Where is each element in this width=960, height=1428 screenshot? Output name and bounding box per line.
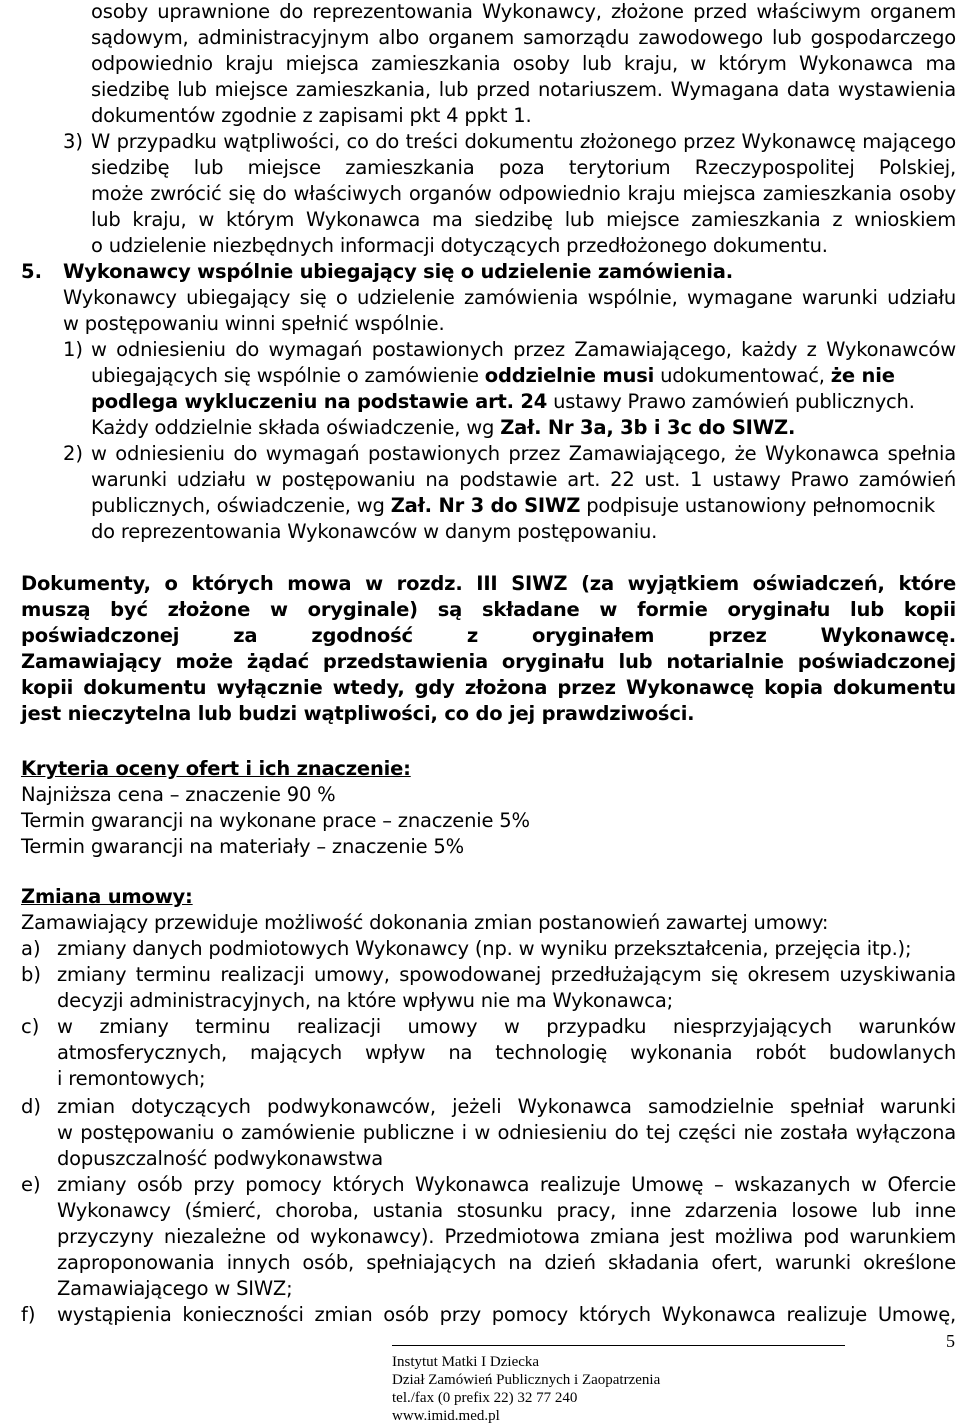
text-run: udokumentować, [654, 364, 831, 387]
list-number: 3) [63, 130, 84, 153]
list-label: c) [21, 1015, 40, 1038]
changes-intro: Zamawiający przewiduje możliwość dokonania zmian postanowień zawartej umowy: [21, 911, 829, 934]
list-item-line: Zamawiającego w SIWZ; [57, 1277, 293, 1300]
footer-line: Instytut Matki I Dziecka [392, 1354, 540, 1370]
section-number: 5. [21, 260, 42, 283]
list-item-line: dopuszczalność podwykonawstwa [57, 1147, 383, 1170]
paragraph-line: osoby uprawnione do reprezentowania Wykonawcy, złożone przed właściwym organem [91, 0, 956, 23]
paragraph-line: dokumentów zgodnie z zapisami pkt 4 ppkt 1. [91, 104, 532, 127]
list-item-line: w zmiany terminu realizacji umowy w przypadku niesprzyjających warunków [57, 1015, 956, 1038]
footer-line: Dział Zamówień Publicznych i Zaopatrzenia [392, 1372, 661, 1388]
paragraph-line [91, 389, 915, 415]
changes-heading: Zmiana umowy: [21, 885, 193, 908]
list-item-line: atmosferycznych, mających wpływ na technologię wykonania robót budowlanych [57, 1041, 956, 1064]
list-label: d) [21, 1095, 41, 1118]
paragraph-line: o udzielenie niezbędnych informacji dotyczących przedłożonego dokumentu. [91, 234, 828, 257]
list-item-line: zmian dotyczących podwykonawców, jeżeli Wykonawca samodzielnie spełniał warunki [57, 1095, 956, 1118]
paragraph-line: W przypadku wątpliwości, co do treści dokumentu złożonego przez Wykonawcę mającego [91, 130, 956, 153]
bold-run: podlega wykluczeniu na podstawie art. 24 [91, 390, 548, 413]
criteria-item: Termin gwarancji na materiały – znaczenie 5% [21, 835, 464, 858]
criteria-heading: Kryteria oceny ofert i ich znaczenie: [21, 757, 411, 780]
paragraph-line [91, 363, 895, 389]
list-item-line: przyczyny niezależne od wykonawcy). Przedmiotowa zmiana jest możliwa pod warunkiem [57, 1225, 956, 1248]
footer-line: www.imid.med.pl [392, 1408, 500, 1424]
text-run: ubiegających się wspólnie o zamówienie [91, 364, 485, 387]
paragraph-line: lub kraju, w którym Wykonawca ma siedzibę lub miejsce zamieszkania z wnioskiem [91, 208, 956, 231]
text-run: podpisuje ustanowiony pełnomocnik [580, 494, 935, 517]
list-label: b) [21, 963, 41, 986]
bold-paragraph-line: poświadczonej za zgodność z oryginałem przez Wykonawcę. [21, 624, 956, 647]
section-heading: Wykonawcy wspólnie ubiegający się o udzielenie zamówienia. [63, 260, 733, 283]
list-item-line: zmiany danych podmiotowych Wykonawcy (np. w wyniku przekształcenia, przejęcia itp.); [57, 937, 912, 960]
list-number: 1) [63, 338, 84, 361]
paragraph-line: siedzibę lub miejsce zamieszkania, lub przed notariuszem. Wymagana data wystawienia [91, 78, 956, 101]
paragraph-line: siedzibę lub miejsce zamieszkania poza terytorium Rzeczypospolitej Polskiej, [91, 156, 956, 179]
paragraph-line: warunki udziału w postępowaniu na podstawie art. 22 ust. 1 ustawy Prawo zamówień [91, 468, 956, 491]
criteria-item: Termin gwarancji na wykonane prace – znaczenie 5% [21, 809, 530, 832]
paragraph-line [91, 493, 935, 519]
footer-line: tel./fax (0 prefix 22) 32 77 240 [392, 1390, 578, 1406]
list-item-line: Wykonawcy (śmierć, choroba, ustania stosunku pracy, inne zdarzenia losowe lub inne [57, 1199, 956, 1222]
list-item-line: zaproponowania innych osób, spełniających na dzień składania ofert, warunki określone [57, 1251, 956, 1274]
list-label: f) [21, 1303, 36, 1326]
bold-paragraph-line: kopii dokumentu wyłącznie wtedy, gdy złożona przez Wykonawcę kopia dokumentu [21, 676, 956, 699]
bold-run: Zał. Nr 3a, 3b i 3c do SIWZ. [500, 416, 796, 439]
list-label: a) [21, 937, 41, 960]
list-label: e) [21, 1173, 41, 1196]
list-item-line: zmiany osób przy pomocy których Wykonawca realizuje Umowę – wskazanych w Ofercie [57, 1173, 956, 1196]
list-item-line: i remontowych; [57, 1067, 206, 1090]
page-number: 5 [946, 1331, 955, 1351]
paragraph-line [91, 415, 795, 441]
criteria-item: Najniższa cena – znaczenie 90 % [21, 783, 336, 806]
paragraph-line: Wykonawcy ubiegający się o udzielenie zamówienia wspólnie, wymagane warunki udziału [63, 286, 956, 309]
paragraph-line: może zwrócić się do właściwych organów odpowiednio kraju miejsca zamieszkania osoby [91, 182, 956, 205]
paragraph-line: sądowym, administracyjnym albo organem samorządu zawodowego lub gospodarczego [91, 26, 956, 49]
text-run: ustawy Prawo zamówień publicznych. [547, 390, 915, 413]
list-item-line: zmiany terminu realizacji umowy, spowodowanej przedłużającym się okresem uzyskiwania [57, 963, 956, 986]
bold-paragraph-line: Dokumenty, o których mowa w rozdz. III SIWZ (za wyjątkiem oświadczeń, które [21, 572, 956, 595]
list-item-line: decyzji administracyjnych, na które wpływu nie ma Wykonawca; [57, 989, 673, 1012]
footer-divider [392, 1345, 845, 1346]
bold-paragraph-line: jest nieczytelna lub budzi wątpliwości, co do jej prawdziwości. [21, 702, 695, 725]
paragraph-line: w postępowaniu winni spełnić wspólnie. [63, 312, 445, 335]
bold-paragraph-line: Zamawiający może żądać przedstawienia oryginału lub notarialnie poświadczonej [21, 650, 956, 673]
paragraph-line: odpowiednio kraju miejsca zamieszkania osoby lub kraju, w którym Wykonawca ma [91, 52, 956, 75]
bold-run: Zał. Nr 3 do SIWZ [390, 494, 581, 517]
bold-run: że nie [830, 364, 895, 387]
paragraph-line: do reprezentowania Wykonawców w danym postępowaniu. [91, 520, 658, 543]
paragraph-line: w odniesieniu do wymagań postawionych przez Zamawiającego, każdy z Wykonawców [91, 338, 956, 361]
text-run: Każdy oddzielnie składa oświadczenie, wg [91, 416, 501, 439]
list-item-line: wystąpienia konieczności zmian osób przy pomocy których Wykonawca realizuje Umowę, [57, 1303, 956, 1326]
bold-run: oddzielnie musi [484, 364, 655, 387]
bold-paragraph-line: muszą być złożone w oryginale) są składane w formie oryginału lub kopii [21, 598, 956, 621]
text-run: publicznych, oświadczenie, wg [91, 494, 391, 517]
paragraph-line: w odniesieniu do wymagań postawionych przez Zamawiającego, że Wykonawca spełnia [91, 442, 956, 465]
list-item-line: w postępowaniu o zamówienie publiczne i w odniesieniu do tej części nie została wyłączona [57, 1121, 956, 1144]
list-number: 2) [63, 442, 84, 465]
